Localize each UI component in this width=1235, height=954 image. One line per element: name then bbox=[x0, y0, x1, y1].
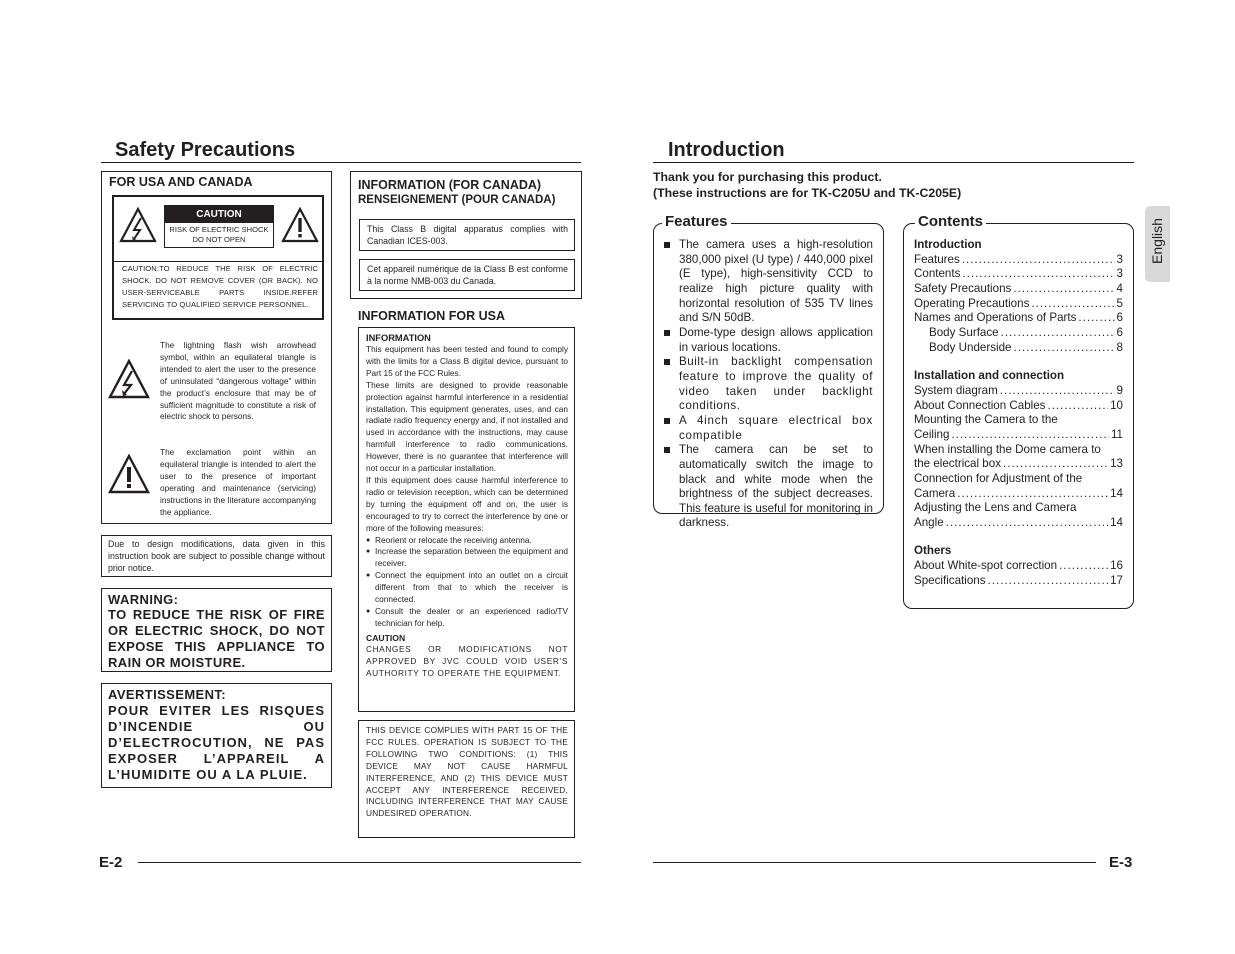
avertissement-box bbox=[101, 683, 332, 788]
toc-entry[interactable]: Camera ..... 14 bbox=[914, 487, 1123, 502]
info-bullet: ● Increase the separation between the equipment and receiver. bbox=[366, 546, 568, 570]
language-tab-label: English bbox=[1149, 218, 1165, 264]
usa-info-heading: INFORMATION FOR USA bbox=[358, 309, 505, 323]
toc-entry[interactable]: System diagram ..... 9 bbox=[914, 384, 1123, 399]
toc-entry[interactable]: About Connection Cables ..... 10 bbox=[914, 399, 1123, 414]
bullet-square-icon bbox=[664, 242, 670, 248]
lightning-icon bbox=[119, 207, 157, 243]
info-paragraph-1: This equipment has been tested and found to comply with the limits for a Class B digital device, pursuant to Part 15 of the FCC Rules. bbox=[366, 344, 568, 378]
bullet-square-icon bbox=[664, 359, 670, 365]
exclamation-icon bbox=[281, 207, 319, 243]
contents-title: Contents bbox=[915, 213, 986, 230]
toc-entry[interactable]: Body Underside ..... 8 bbox=[914, 341, 1123, 356]
language-tab[interactable] bbox=[1145, 206, 1170, 282]
caution-symbol-row bbox=[114, 197, 322, 262]
info-bullet: ● Connect the equipment into an outlet on a circuit different from that to which the receiver is connected. bbox=[366, 570, 568, 606]
caution-badge-label: CAUTION bbox=[165, 206, 273, 223]
fcc-box bbox=[358, 720, 575, 838]
canada-heading-en: INFORMATION (FOR CANADA) bbox=[358, 178, 542, 192]
thanks-message bbox=[653, 169, 961, 201]
thanks-line-2: (These instructions are for TK-C205U and TK-C205E) bbox=[653, 186, 962, 200]
page-number-left: E-2 bbox=[99, 854, 123, 871]
canada-heading-fr: RENSEIGNEMENT (POUR CANADA) bbox=[358, 194, 556, 206]
footer-rule-right bbox=[653, 862, 1096, 863]
toc-section-installation: Installation and connection bbox=[914, 369, 1065, 383]
info-label: INFORMATION bbox=[366, 333, 431, 343]
avertissement-text: POUR EVITER LES RISQUES D’INCENDIE OU D’ELECTROCUTION, NE PAS EXPOSER L’APPAREIL A L’HUMIDITE OU A LA PLUIE. bbox=[108, 703, 325, 782]
warning-title: WARNING: bbox=[108, 592, 179, 607]
info-paragraph-3: If this equipment does cause harmful interference to radio or television reception, which can be determined by turning the equipment off and on, the user is encouraged to try to correct the interference by one or more of the following measures: bbox=[366, 474, 568, 533]
toc-entry-wrap-line: When installing the Dome camera to bbox=[914, 442, 1101, 456]
toc-entry-wrap-line: Mounting the Camera to the bbox=[914, 413, 1058, 427]
info-caution-label: CAUTION bbox=[366, 632, 406, 643]
feature-item: The camera can be set to automatically switch the image to black and white mode when the brightness of the subject decreases. This feature is useful for monitoring in darkness. bbox=[654, 443, 873, 531]
footer-rule-left bbox=[138, 862, 581, 863]
toc-entry-wrap-line: Connection for Adjustment of the bbox=[914, 471, 1083, 485]
canada-fr-text: Cet appareil numérique de la Class B est conforme à la norme NMB-003 du Canada. bbox=[367, 264, 568, 286]
info-bullet: ● Reorient or relocate the receiving antenna. bbox=[366, 535, 568, 547]
toc-section-introduction: Introduction bbox=[914, 238, 982, 251]
contents-list bbox=[914, 238, 1123, 588]
canada-en-text: This Class B digital apparatus complies with Canadian ICES-003. bbox=[367, 224, 568, 246]
toc-entry[interactable]: Safety Precautions ..... 4 bbox=[914, 282, 1123, 297]
canada-info-box bbox=[350, 171, 582, 299]
thanks-line-1: Thank you for purchasing this product. bbox=[653, 170, 882, 184]
lightning-explanation: The lightning flash wish arrowhead symbol, within an equilateral triangle is intended to alert the user to the presence of uninsulated “dangerous voltage” within the product’s enclosure that may be of sufficient magnitude to constitute a risk of electric shock to persons. bbox=[160, 340, 316, 422]
fcc-statement: THIS DEVICE COMPLIES WITH PART 15 OF THE FCC RULES. OPERATION IS SUBJECT TO THE FOLLOWING TWO CONDITIONS: (1) THIS DEVICE MAY NOT CAUSE HARMFUL INTERFERENCE, AND (2) THIS DEVICE MUST ACCEPT ANY INTERFERENCE RECEIVED, INCLUDING INTERFERENCE THAT MAY CAUSE UNDESIRED OPERATION. bbox=[366, 725, 568, 819]
contents-box bbox=[903, 213, 1134, 609]
usa-canada-box bbox=[101, 171, 332, 524]
features-list bbox=[654, 238, 873, 531]
canada-en-box bbox=[359, 219, 575, 251]
toc-entry[interactable]: Operating Precautions ..... 5 bbox=[914, 297, 1123, 312]
exclamation-warning-icon bbox=[108, 454, 150, 494]
bullet-square-icon bbox=[664, 330, 670, 336]
title-rule-right bbox=[653, 162, 1134, 163]
warning-text: TO REDUCE THE RISK OF FIRE OR ELECTRIC SHOCK, DO NOT EXPOSE THIS APPLIANCE TO RAIN OR MOISTURE. bbox=[108, 607, 325, 670]
toc-entry[interactable]: Names and Operations of Parts ..... 6 bbox=[914, 311, 1123, 326]
usa-info-box bbox=[358, 327, 575, 712]
warning-box bbox=[101, 588, 332, 672]
feature-item: Built-in backlight compensation feature to improve the quality of video taken under backlight conditions. bbox=[654, 355, 873, 414]
page-title-introduction: Introduction bbox=[668, 139, 785, 161]
toc-entry[interactable]: Specifications ..... 17 bbox=[914, 574, 1123, 589]
toc-section-others: Others bbox=[914, 544, 952, 558]
toc-entry[interactable]: About White-spot correction ..... 16 bbox=[914, 559, 1123, 574]
exclamation-explanation: The exclamation point within an equilateral triangle is intended to alert the user to the presence of important operating and maintenance (servicing) instructions in the literature accompanying the appliance. bbox=[160, 447, 316, 517]
feature-item: The camera uses a high-resolution 380,000 pixel (U type) / 440,000 pixel (E type), high-sensitivity CCD to realize high picture quality with horizontal resolution of 535 TV lines and S/N 50dB. bbox=[654, 238, 873, 326]
toc-entry[interactable]: Body Surface ..... 6 bbox=[914, 326, 1123, 341]
caution-badge-risk: RISK OF ELECTRIC SHOCK DO NOT OPEN bbox=[169, 225, 269, 244]
lightning-warning-icon bbox=[108, 359, 150, 399]
info-caution-text: CHANGES OR MODIFICATIONS NOT APPROVED BY JVC COULD VOID USER’S AUTHORITY TO OPERATE THE EQUIPMENT. bbox=[366, 643, 568, 678]
feature-item: Dome-type design allows application in various locations. bbox=[654, 326, 873, 355]
caution-statement: CAUTION:TO REDUCE THE RISK OF ELECTRIC SHOCK. DO NOT REMOVE COVER (OR BACK). NO USER-SERVICEABLE PARTS INSIDE.REFER SERVICING TO QUALIFIED SERVICE PERSONNEL. bbox=[122, 264, 318, 309]
bullet-square-icon bbox=[664, 447, 670, 453]
title-rule bbox=[101, 162, 581, 163]
design-note: Due to design modifications, data given in this instruction book are subject to possible change without prior notice. bbox=[108, 539, 325, 573]
caution-badge bbox=[164, 205, 274, 248]
bullet-square-icon bbox=[664, 418, 670, 424]
features-box bbox=[653, 213, 884, 530]
feature-item: A 4inch square electrical box compatible bbox=[654, 414, 873, 443]
toc-entry[interactable]: Features ..... 3 bbox=[914, 253, 1123, 268]
page-number-right: E-3 bbox=[1109, 854, 1133, 871]
info-paragraph-2: These limits are designed to provide reasonable protection against harmful interference in a residential installation. This equipment generates, uses, and can radiate radio frequency energy and, if not installed and used in accordance with the instructions, may cause harmfull interference to radio communications. However, there is no guarantee that interference will not occur in a particular installation. bbox=[366, 379, 568, 474]
toc-entry[interactable]: the electrical box ..... 13 bbox=[914, 457, 1123, 472]
features-title: Features bbox=[662, 213, 731, 230]
toc-entry-wrap-line: Adjusting the Lens and Camera bbox=[914, 501, 1077, 515]
page-title-safety: Safety Precautions bbox=[115, 139, 296, 161]
design-note-box bbox=[101, 535, 332, 577]
avertissement-title: AVERTISSEMENT: bbox=[108, 687, 227, 702]
toc-entry[interactable]: Contents ..... 3 bbox=[914, 267, 1123, 282]
toc-entry[interactable]: Angle ..... 14 bbox=[914, 516, 1123, 531]
info-bullet: ● Consult the dealer or an experienced radio/TV technician for help. bbox=[366, 606, 568, 630]
usa-canada-heading: FOR USA AND CANADA bbox=[109, 175, 253, 189]
caution-label-box bbox=[112, 195, 324, 320]
canada-fr-box bbox=[359, 259, 575, 291]
toc-entry[interactable]: Ceiling ..... 11 bbox=[914, 428, 1123, 443]
